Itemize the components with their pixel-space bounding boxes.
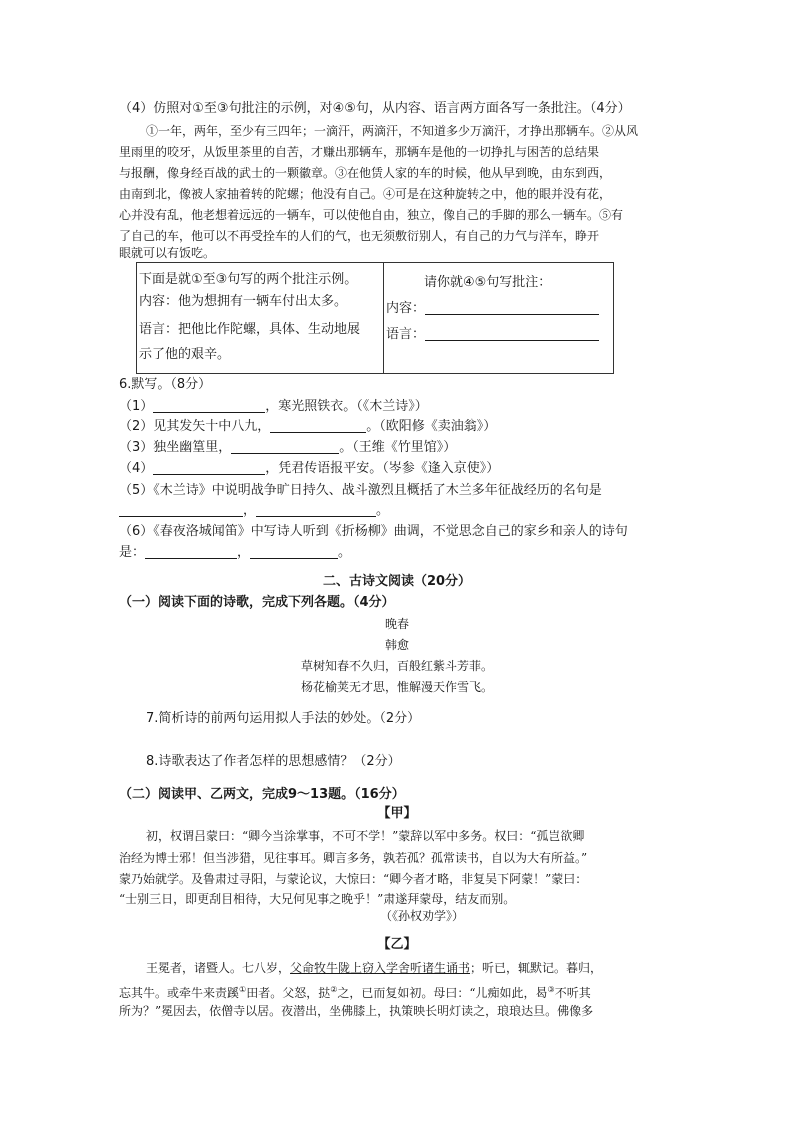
footnote-1: ① [239, 985, 247, 994]
passage-line-2: 里雨里的咬牙，从饭里茶里的自苦，才赚出那辆车，那辆车是他的一切挣扎与困苦的总结果 [119, 145, 600, 159]
q4-prompt: （4）仿照对①至③句批注的示例，对④⑤句，从内容、语言两方面各写一条批注。（4分） [119, 101, 631, 116]
passage-line-7: 眼就可以有饭吃。 [119, 246, 216, 260]
part1-title: （一）阅读下面的诗歌，完成下列各题。（4分） [119, 595, 395, 610]
footnote-3: ③ [547, 985, 555, 994]
q6-blank-5b[interactable] [256, 502, 376, 517]
q6-item-2: （2）见其发矢十中八九， 。（欧阳修《卖油翁》） [119, 419, 497, 434]
poem-line-2: 杨花榆荚无才思，惟解漫天作雪飞。 [300, 680, 493, 694]
answer-language-blank[interactable] [425, 326, 599, 341]
q6-item-3: （3）独坐幽篁里， 。（王维《竹里馆》） [119, 440, 457, 455]
passage-line-6: 了自己的车，他可以不再受拴车的人们的气，也无须敷衍别人，有自己的力气与洋车，睁开 [119, 229, 600, 243]
q6-blank-6a[interactable] [145, 544, 237, 559]
answer-prompt: 请你就④⑤句写批注： [424, 275, 552, 290]
answer-language-label: 语言： [386, 325, 599, 345]
jia-line-1: 初，权谓吕蒙曰：“卿今当涂掌事，不可不学！”蒙辞以军中多务。权曰：“孤岂欲卿 [146, 829, 585, 843]
q6-blank-4[interactable] [153, 460, 265, 475]
jia-source: （《孙权劝学》） [380, 909, 465, 923]
q6-blank-5a[interactable] [119, 502, 243, 517]
underlined-sentence: 父命牧牛陇上窃入学舍听诸生诵书 [290, 961, 471, 975]
q6-item-1: （1） ，寒光照铁衣。（《木兰诗》） [119, 399, 428, 414]
poem-title: 晚春 [384, 617, 409, 631]
poem-author: 韩愈 [384, 638, 409, 652]
yi-line-1: 王冕者，诸暨人。七八岁，父命牧牛陇上窃入学舍听诸生诵书；听已，辄默记。暮归， [146, 961, 603, 975]
q7: 7.简析诗的前两句运用拟人手法的妙处。（2分） [146, 711, 421, 726]
q6-blank-3[interactable] [231, 439, 339, 454]
yi-title: 【乙】 [377, 937, 417, 952]
passage-line-5: 心并没有乱，他老想着远远的一辆车，可以使他自由，独立，像自己的手脚的那么一辆车。⑤有 [119, 208, 624, 222]
passage-line-4: 由南到北，像被人家抽着转的陀螺；他没有自己。④可是在这种旋转之中，他的眼并没有花， [119, 187, 612, 201]
jia-line-2: 治经为博士邪！但当涉猎，见往事耳。卿言多务，孰若孤？孤常读书，自以为大有所益。” [119, 851, 588, 865]
q6-item-6-blanks: 是： ， 。 [119, 545, 352, 560]
q6-item-4: （4） ，凭君传语报平安。（岑参《逢入京使》） [119, 461, 500, 476]
q6-blank-1[interactable] [153, 398, 265, 413]
yi-line-2: 忘其牛。或牵牛来责蹊①田者。父怒，挞②之，已而复如初。母曰：“儿痴如此，曷③不听其 [119, 985, 591, 1000]
passage-line-1: ①一年，两年，至少有三四年；一滴汗，两滴汗，不知道多少万滴汗，才挣出那辆车。②从风 [146, 124, 639, 138]
example-content: 内容：他为想拥有一辆车付出太多。 [139, 294, 348, 309]
table-divider [383, 263, 384, 373]
example-language-cont: 示了他的艰辛。 [139, 347, 231, 362]
answer-content-label: 内容： [386, 299, 599, 319]
q8: 8.诗歌表达了作者怎样的思想感情？（2分） [146, 754, 401, 769]
q6-item-5: （5）《木兰诗》中说明战争旷日持久、战斗激烈且概括了木兰多年征战经历的名句是 [119, 483, 602, 498]
q6-blank-2[interactable] [270, 418, 366, 433]
jia-title: 【甲】 [377, 806, 417, 821]
q6-title: 6.默写。（8分） [119, 377, 212, 392]
footnote-2: ② [330, 985, 338, 994]
part2-title: （二）阅读甲、乙两文，完成9～13题。（16分） [119, 787, 405, 802]
answer-content-blank[interactable] [425, 300, 599, 315]
q6-item-6: （6）《春夜洛城闻笛》中写诗人听到《折杨柳》曲调，不觉思念自己的家乡和亲人的诗句 [119, 524, 628, 539]
yi-line-3: 所为？”冕因去，依僧寺以居。夜潜出，坐佛膝上，执策映长明灯读之，琅琅达旦。佛像多 [119, 1004, 594, 1018]
passage-line-3: 与报酬，像身经百战的武士的一颗徽章。③在他赁人家的车的时候，他从早到晚，由东到西， [119, 166, 612, 180]
q6-blank-6b[interactable] [250, 544, 338, 559]
q6-item-5-blanks: ， 。 [119, 501, 389, 521]
example-intro: 下面是就①至③句写的两个批注示例。 [139, 272, 358, 287]
jia-line-4: “士别三日，即更刮目相待，大兄何见事之晚乎！”肃遂拜蒙母，结友而别。 [119, 892, 516, 906]
poem-line-1: 草树知春不久归，百般红紫斗芳菲。 [300, 659, 493, 673]
jia-line-3: 蒙乃始就学。及鲁肃过寻阳，与蒙论议，大惊曰：“卿今者才略，非复吴下阿蒙！”蒙曰： [119, 872, 588, 886]
section2-title: 二、古诗文阅读（20分） [322, 574, 472, 589]
example-language: 语言：把他比作陀螺，具体、生动地展 [139, 322, 361, 337]
